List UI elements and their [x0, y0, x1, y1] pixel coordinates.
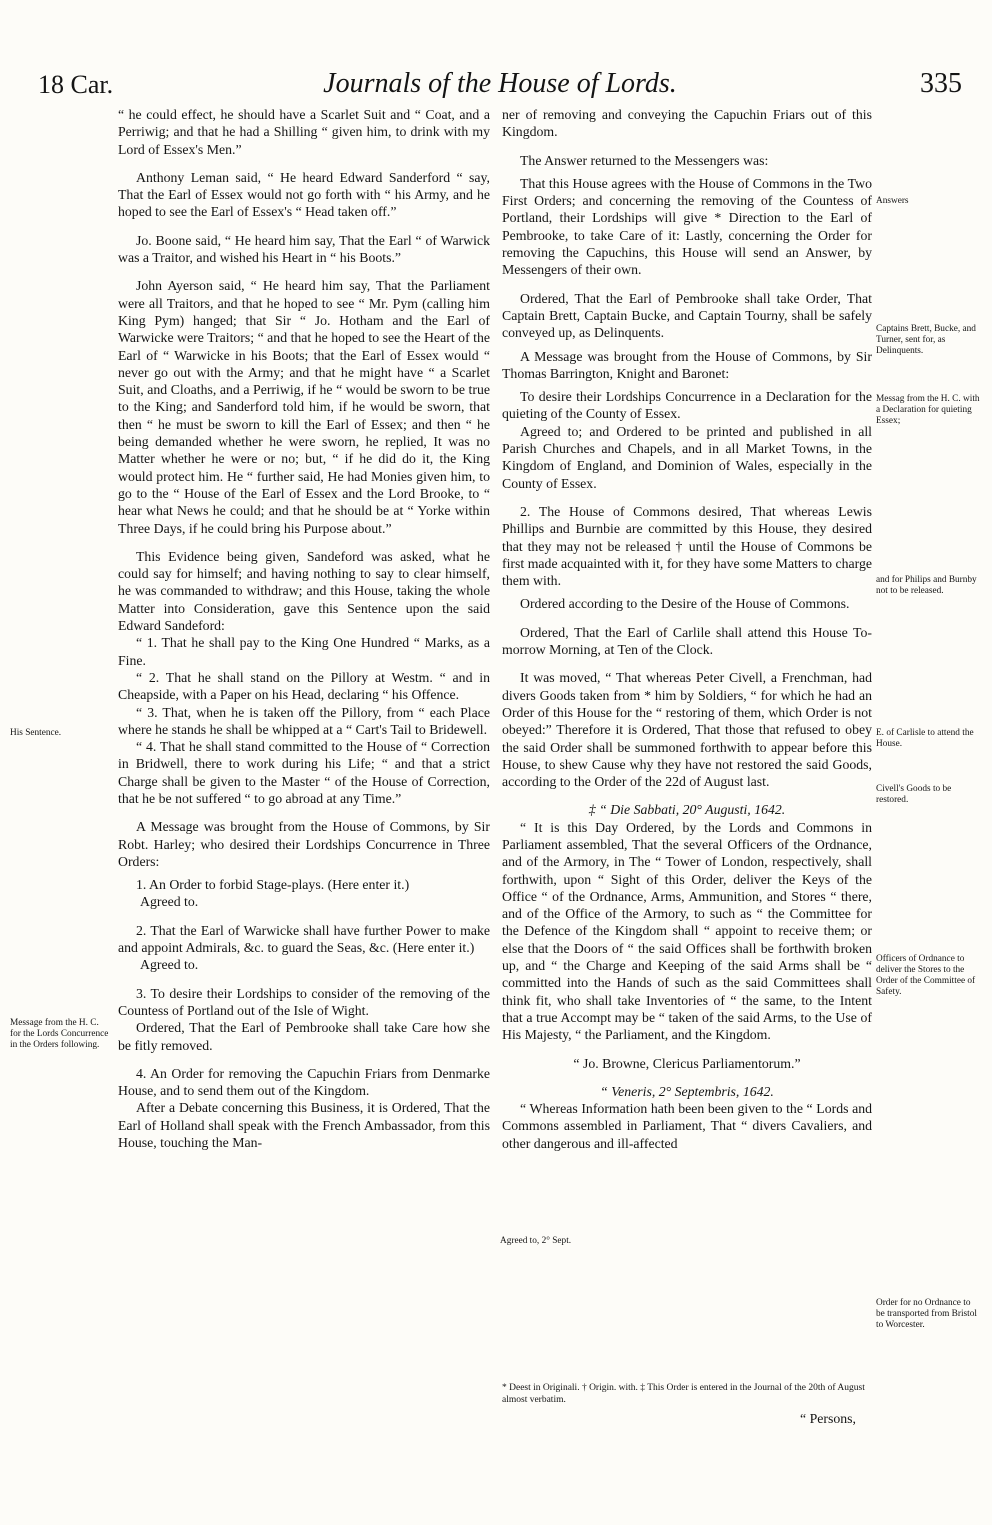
signature-line: “ Jo. Browne, Clericus Parliamentorum.” — [573, 1055, 801, 1071]
paragraph: Ordered according to the Desire of the House of Commons. — [520, 596, 850, 612]
paragraph: That this House agrees with the House of Commons in the Two First Orders; and concerning the removing of the Countess of Portland, their Lordships will give * Direction to the Earl of Pembrooke, to take Care of it: Lastly, concerning the Order for removing the Capuchins, this House will send an Answer, by Messengers of their own. — [502, 175, 872, 278]
paragraph: It was moved, “ That whereas Peter Civell, a Frenchman, had divers Goods taken from * him by Soldiers, “ for which he had an Order of this House for the “ restoring of them, which Order is not obeyed:” Therefore it is Ordered, That those that refused to obey the said Order shall be summoned forthwith to appear before this House, to shew Cause why they have not restored the said Goods, according to the Order of the 22d of August last. — [502, 670, 872, 790]
agreed-line: Agreed to. — [140, 894, 199, 910]
paragraph: “ Whereas Information hath been been given to the “ Lords and Commons assembled in Parliament, That “ divers Cavaliers, and other dangerous and ill-affected — [502, 1101, 872, 1151]
margin-note-declaration: Messag from the H. C. with a Declaration for quieting Essex; — [876, 394, 980, 426]
order-item: 2. That the Earl of Warwicke shall have further Power to make and appoint Admirals, &c. to guard the Seas, &c. (Here enter it.) — [118, 922, 490, 956]
margin-note-his-sentence: His Sentence. — [10, 728, 62, 738]
paragraph: 2. The House of Commons desired, That whereas Lewis Phillips and Burnbie are committed by this House, they desired that they may not be released † until the House of Commons be first made acquainted with it, for they have some Matters to charge them with. — [502, 503, 872, 589]
margin-note-bristol: Order for no Ordnance to be transported from Bristol to Worcester. — [876, 1298, 977, 1330]
page-header — [30, 62, 970, 102]
paragraph: Ordered, That the Earl of Carlile shall attend this House To-morrow Morning, at Ten of the Clock. — [502, 624, 872, 658]
paragraph: After a Debate concerning this Business, it is Ordered, That the Earl of Holland shall speak with the French Ambassador, from this House, touching the Man- — [118, 1100, 490, 1151]
paragraph: Agreed to; and Ordered to be printed and published in all Parish Churches and Chapels, and in all Market Towns, in the Kingdom of England, and Dominion of Wales, especially in the County of Essex. — [502, 423, 872, 491]
left-column — [118, 106, 490, 1151]
order-item: 3. To desire their Lordships to consider of the removing of the Countess of Portland out of the Isle of Wight. — [118, 985, 490, 1018]
paragraph: “ he could effect, he should have a Scarlet Suit and “ Coat, and a Perriwig; and that he had a Shilling “ given him, to drink with my Lord of Essex's Men.” — [118, 107, 490, 157]
paragraph: Ordered, That the Earl of Pembrooke shall take Care how she be fitly removed. — [118, 1020, 490, 1053]
paragraph: To desire their Lordships Concurrence in a Declaration for the quieting of the County of Essex. — [502, 389, 872, 422]
paragraph: ner of removing and conveying the Capuchin Friars out of this Kingdom. — [502, 107, 872, 140]
margin-note-civell: Civell's Goods to be restored. — [876, 784, 952, 805]
margin-note-answers: Answers — [876, 196, 909, 206]
order-item: 4. An Order for removing the Capuchin Friars from Denmarke House, and to send them out of the Kingdom. — [118, 1065, 490, 1099]
sentence-item: “ 4. That he shall stand committed to the House of “ Correction in Bridwell, there to work during his Life; “ and that a strict Charge shall be given to the Master “ of the House of Correction, that he be not suffered “ to go abroad at any Time.” — [118, 739, 490, 806]
date-heading: “ Veneris, 2° Septembris, 1642. — [600, 1083, 774, 1099]
order-item: 1. An Order to forbid Stage-plays. (Here enter it.) — [136, 877, 410, 893]
paragraph: Anthony Leman said, “ He heard Edward Sanderford “ say, That the Earl of Essex would not go forth with “ his Army, and he hoped to see the Earl of Essex's “ Head taken off.” — [118, 169, 490, 220]
margin-note-carlisle: E. of Carlisle to attend the House. — [876, 728, 974, 749]
journal-title: Journals of the House of Lords. — [323, 68, 677, 99]
regnal-year: 18 Car. — [38, 70, 114, 99]
margin-note-captains: Captains Brett, Bucke, and Turner, sent for, as Delinquents. — [876, 324, 976, 356]
paragraph: Ordered, That the Earl of Pembrooke shall take Order, That Captain Brett, Captain Bucke, and Captain Tourny, shall be safely conveyed up, as Delinquents. — [502, 290, 872, 341]
paragraph: Jo. Boone said, “ He heard him say, That the Earl “ of Warwick was a Traitor, and wished his Heart in “ his Boots.” — [118, 232, 490, 266]
paragraph: The Answer returned to the Messengers was: — [520, 152, 769, 168]
margin-note-ordnance: Officers of Ordnance to deliver the Stores to the Order of the Committee of Safety. — [876, 954, 976, 997]
sentence-item: “ 2. That he shall stand on the Pillory at Westm. “ and in Cheapside, with a Paper on his Head, declaring “ his Offence. — [118, 669, 490, 703]
paragraph: A Message was brought from the House of Commons, by Sir Robt. Harley; who desired their Lordships Concurrence in Three Orders: — [118, 819, 490, 869]
margin-note-phillips: and for Philips and Burnby not to be released. — [876, 575, 977, 596]
footnotes: * Deest in Originali. † Origin. with. ‡ This Order is entered in the Journal of the 20th of August almost verbatim. — [502, 1383, 865, 1405]
sentence-item: “ 3. That, when he is taken off the Pillory, from “ each Place where he stands he shall be whipped at a “ Cart's Tail to Bridewell. — [118, 704, 490, 737]
date-heading: ‡ “ Die Sabbati, 20° Augusti, 1642. — [588, 802, 786, 818]
paragraph: “ It is this Day Ordered, by the Lords and Commons in Parliament assembled, That the several Officers of the Ordnance, and of the Armory, in The “ Tower of London, respectively, shall forthwith, upon “ Sight of this Order, deliver the Keys of the Office “ of the Ordnance, Arms, Ammunition, and Stores “ there, and of the Office of the Armory, to such as “ the Committee for the Defence of the Kingdom shall “ appoint to receive them; or else that the Doors of “ the said Offices shall be forthwith broken up, and “ the Charge and Keeping of the said Arms shall be “ committed into the Hands of such as the said Committees shall think fit, who shall take Inventories of “ the same, to the Intent that a true Accompt may be “ taken of the said Arms, to the Use of His Majesty, “ the Parliament, and the Kingdom. — [502, 819, 872, 1043]
paragraph: A Message was brought from the House of Commons, by Sir Thomas Barrington, Knight and Baronet: — [502, 348, 872, 381]
paragraph: John Ayerson said, “ He heard him say, That the Parliament were all Traitors, and that he hoped to see “ Mr. Pym (calling him King Pym) hanged; that Sir “ Jo. Hotham and the Earl of Warwicke were Traitors; “ and that he hoped to see the Heart of the Earl of “ Warwicke in his Boots; that the Earl of Essex would “ never go out with the Army; and that he might have “ a Scarlet Suit, and Cloaths, and a Perriwig, if he “ would be sworn to be true to the King; and Sanderford told him, if he would be sworn, that then “ he must be sworn to kill the Earl of Essex; and then “ he being demanded whether he were sworn, he replied, It was no Matter whether he were or no; but, “ if he did do it, the King would protect him. He “ further said, He had Monies given him, to go to the “ House of the Earl of Essex and the Lord Brooke, to “ hear what News he could; and that he should be at “ Yorke within Three Days, if he could bring his Purpose about.” — [118, 278, 490, 536]
paragraph: This Evidence being given, Sandeford was asked, what he could say for himself; and having nothing to say to clear himself, he was commanded to withdraw; and this House, taking the whole Matter into Consideration, gave this Sentence upon the said Edward Sandeford: — [118, 548, 490, 634]
margin-note-message-hc: Message from the H. C. for the Lords Concurrence in the Orders following. — [10, 1018, 109, 1050]
sentence-item: “ 1. That he shall pay to the King One Hundred “ Marks, as a Fine. — [118, 635, 490, 668]
margin-note-agreed: Agreed to, 2° Sept. — [500, 1236, 572, 1246]
agreed-line: Agreed to. — [140, 957, 199, 973]
page-number: 335 — [920, 68, 962, 99]
right-column — [502, 106, 872, 1152]
catchword: “ Persons, — [800, 1411, 856, 1426]
